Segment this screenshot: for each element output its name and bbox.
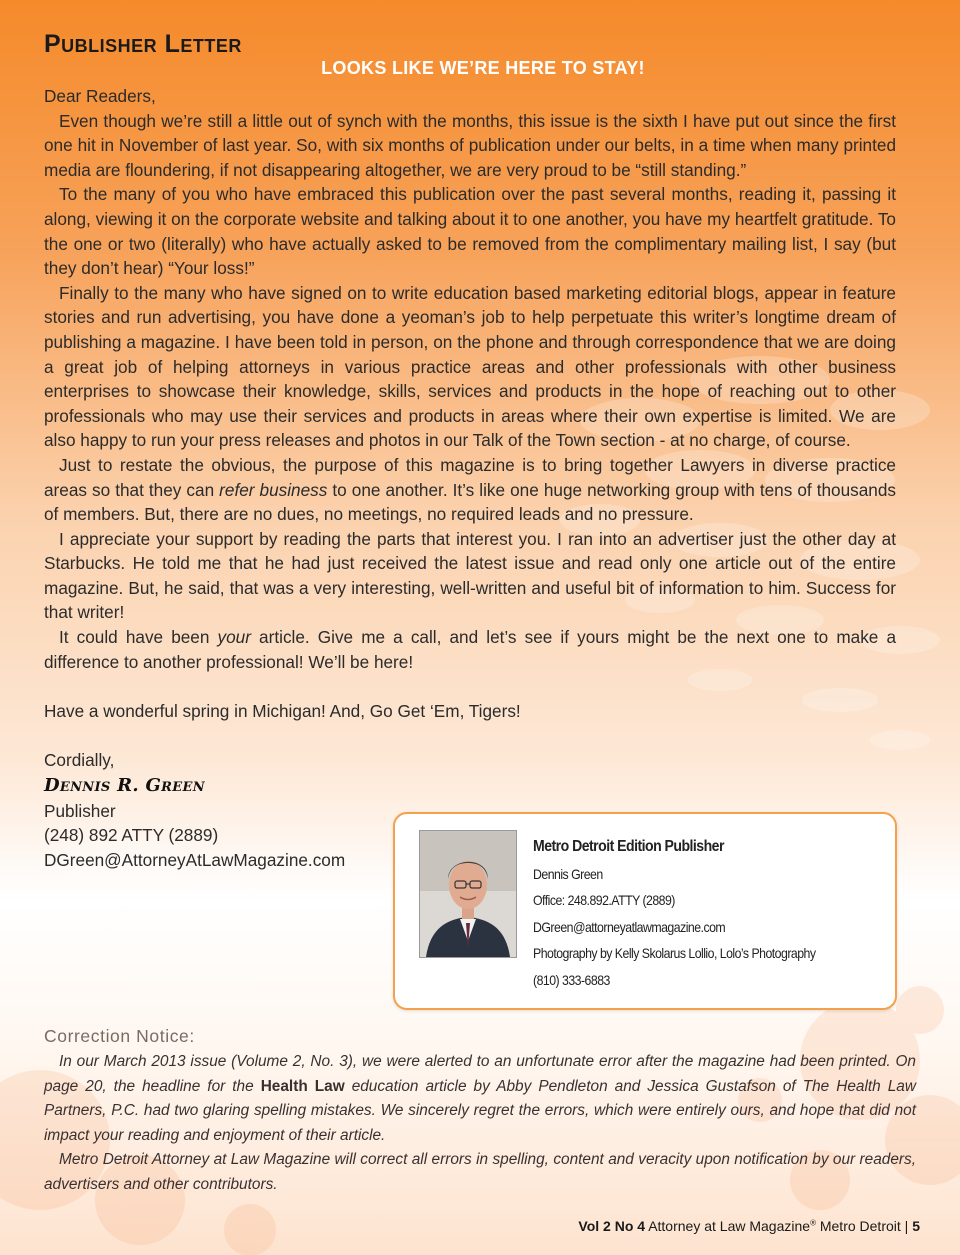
registered-mark: ® <box>810 1218 816 1228</box>
correction-paragraph: Metro Detroit Attorney at Law Magazine will correct all errors in spelling, content and veracity upon notification by our readers, advertisers and other contributors. <box>44 1151 916 1193</box>
greeting: Dear Readers, <box>44 86 156 106</box>
letter-paragraph: Finally to the many who have signed on to write education based marketing editorial blogs, appear in feature stories and run advertising, you have done a yeoman’s job to help perpetuate this writer’s longtime dream of publishing a magazine. I have been told in person, on the phone and through correspondence that we are doing a great job of helping attorneys in various practice areas and other professionals with other business enterprises to showcase their knowledge, skills, services and products in the hope of reaching out to other professionals who may use their services and products in areas where their own expertise is limited. We are also happy to run your press releases and photos in our Talk of the Town section - at no charge, of course. <box>44 282 896 451</box>
edition-name: Metro Detroit <box>819 1218 901 1234</box>
spacer <box>44 723 896 748</box>
letter-paragraph <box>44 625 896 674</box>
magazine-name: Attorney at Law Magazine <box>648 1218 811 1234</box>
emphasis-text: refer business <box>219 479 328 500</box>
publisher-photo <box>419 830 517 958</box>
letter-paragraph: Even though we’re still a little out of synch with the months, this issue is the sixth I have put out since the first one hit in November of last year. So, with six months of publication under our belts, in a time when many printed media are floundering, if not disappearing altogether, we are very proud to be “still standing.” <box>44 110 896 180</box>
page-number: 5 <box>912 1218 920 1234</box>
correction-title: Correction Notice: <box>44 1026 195 1046</box>
headline <box>0 58 960 79</box>
letter-paragraph: I appreciate your support by reading the parts that interest you. I ran into an advertiser just the other day at Starbucks. He told me that he had just received the latest issue and read only one article out of the entire magazine. But, he said, that was a very interesting, well-written and useful bit of information to him. Success for that writer! <box>44 528 896 623</box>
text-run: article. Give me a call, and let’s see if yours might be the next one to make a difference to another professional! We’ll be here! <box>44 627 897 672</box>
portrait-image <box>420 831 516 957</box>
publisher-name: Dennis Green <box>533 865 603 882</box>
closing-line: Have a wonderful spring in Michigan! And, Go Get ‘Em, Tigers! <box>44 700 521 721</box>
publisher-contact <box>533 834 885 993</box>
publisher-letter <box>44 84 896 872</box>
text-run: to one another. It’s like one huge networking group with tens of thousands of members. But, there are no dues, no meetings, no required leads and no pressure. <box>44 479 897 525</box>
letter-paragraph: To the many of you who have embraced this publication over the past several months, reading it, passing it along, viewing it on the corporate website and talking about it to one another, you have my heartfelt gratitude. To the one or two (literally) who have actually asked to be removed from the complimentary mailing list, I say (but they don’t hear) “Your loss!” <box>44 184 896 279</box>
letter-paragraph <box>44 453 896 527</box>
signer-phone: (248) 892 ATTY (2889) <box>44 825 219 846</box>
signer-role: Publisher <box>44 800 116 821</box>
headline-text: LOOKS LIKE WE’RE HERE TO STAY! <box>321 58 645 78</box>
correction-notice <box>44 1050 916 1198</box>
sign-off: Cordially, <box>44 750 115 771</box>
page-footer <box>578 1218 920 1234</box>
box-heading: Metro Detroit Edition Publisher <box>533 838 724 855</box>
text-run: It could have been <box>59 627 218 648</box>
text-run: Just to restate the obvious, the purpose of this magazine is to bring together Lawyers in diverse practice areas so that they can <box>44 454 896 500</box>
bold-text: Health Law <box>260 1077 345 1095</box>
text-run: In our March 2013 issue (Volume 2, No. 3), we were alerted to an unfortunate error after the magazine had been printed. On page 20, the headline for the <box>44 1053 916 1095</box>
photo-credit-phone: (810) 333-6883 <box>533 971 610 988</box>
signature: Dennis R. Green <box>44 774 205 796</box>
signer-email: DGreen@AttorneyAtLawMagazine.com <box>44 849 346 870</box>
publisher-info-box <box>393 812 897 1010</box>
page-title: Publisher Letter <box>44 30 242 58</box>
emphasis-text: your <box>217 627 251 648</box>
photo-credit: Photography by Kelly Skolarus Lollio, Lolo’s Photography <box>533 945 816 961</box>
spacer <box>44 674 896 699</box>
publisher-office: Office: 248.892.ATTY (2889) <box>533 892 675 908</box>
correction-paragraph <box>44 1050 916 1148</box>
footer-separator: | <box>904 1218 909 1234</box>
issue-number: Vol 2 No 4 <box>578 1218 646 1234</box>
text-run: education article by Abby Pendleton and Jessica Gustafson of The Health Law Partners, P.C. had two glaring spelling mistakes. We sincerely regret the errors, which were entirely ours, and hope that did not impact your reading and enjoyment of their article. <box>44 1077 916 1144</box>
publisher-email[interactable]: DGreen@attorneyatlawmagazine.com <box>533 918 726 935</box>
